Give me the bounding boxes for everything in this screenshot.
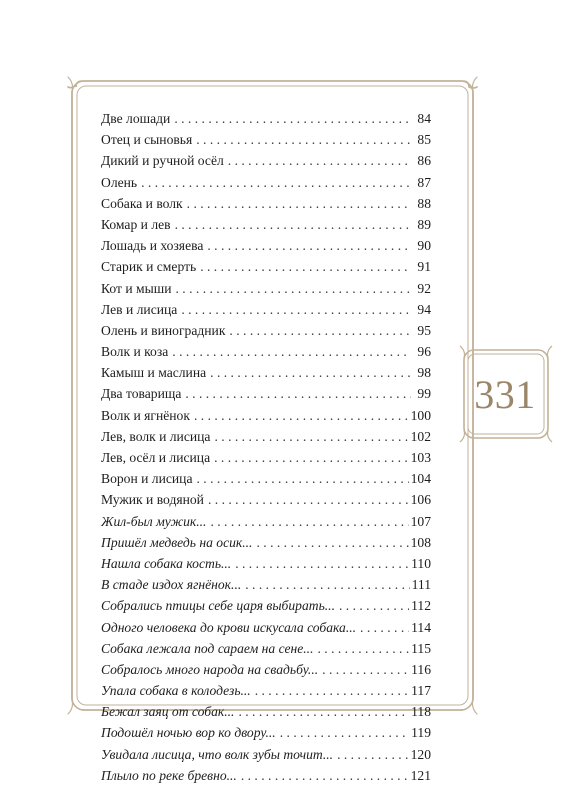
toc-entry-title: Камыш и маслина (101, 365, 207, 381)
toc-entry (101, 426, 431, 447)
toc-entry-title: Лев, осёл и лисица (101, 450, 211, 465)
toc-leader-dots (187, 193, 411, 214)
toc-leader-dots (339, 595, 409, 616)
toc-entry-page: 116 (411, 661, 431, 677)
toc-leader-dots (175, 214, 411, 235)
toc-entry-title: Ворон и лисица (101, 471, 193, 487)
toc-entry-page: 108 (410, 534, 431, 550)
toc-entry-title: Увидала лисица, что волк зубы точит... (101, 746, 334, 762)
toc-entry-title: Олень (101, 174, 138, 190)
toc-entry-page: 120 (410, 746, 431, 762)
page-number: 331 (474, 371, 536, 417)
toc-entry-title: Упала собака в колодезь... (101, 683, 251, 699)
toc-leader-dots (256, 532, 408, 553)
toc-entry-page: 85 (417, 132, 431, 148)
toc-entry-title: Одного человека до крови искусала собака... (101, 619, 357, 635)
toc-entry (101, 659, 431, 680)
toc-entry-title: Старик и смерть (101, 259, 197, 275)
toc-entry (101, 617, 431, 638)
toc-entry-title: Пришёл медведь на осик... (101, 534, 253, 550)
toc-leader-dots (235, 553, 409, 574)
toc-entry-title: Бежал заяц от собак... (101, 704, 235, 720)
toc-leader-dots (172, 341, 411, 362)
toc-entry-title: Волк и ягнёнок (101, 407, 190, 423)
toc-entry-page: 92 (417, 280, 431, 296)
toc-leader-dots (280, 722, 409, 743)
toc-entry (101, 405, 431, 426)
toc-entry (101, 511, 431, 532)
table-of-contents (101, 108, 431, 786)
toc-entry-page: 111 (411, 577, 431, 593)
toc-entry-title: Нашла собака кость... (101, 555, 232, 571)
toc-leader-dots (241, 765, 409, 786)
toc-entry (101, 638, 431, 659)
toc-leader-dots (360, 617, 409, 638)
toc-entry-page: 107 (410, 513, 431, 529)
toc-entry-page: 106 (410, 492, 431, 508)
toc-entry (101, 722, 431, 743)
toc-entry (101, 278, 431, 299)
toc-leader-dots (196, 468, 408, 489)
toc-entry-page: 118 (411, 704, 431, 720)
toc-leader-dots (214, 447, 409, 468)
toc-entry-page: 89 (417, 216, 431, 232)
toc-entry-title: Лошадь и хозяева (101, 238, 204, 254)
toc-entry-page: 110 (411, 555, 431, 571)
toc-leader-dots (255, 680, 409, 701)
toc-entry-page: 95 (417, 322, 431, 338)
toc-entry-page: 90 (417, 238, 431, 254)
toc-entry-title: В стаде издох ягнёнок... (101, 577, 242, 593)
toc-entry (101, 553, 431, 574)
toc-leader-dots (228, 150, 411, 171)
toc-entry-title: Комар и лев (101, 216, 171, 232)
toc-entry-title: Собрались птицы себе царя выбирать... (101, 598, 335, 614)
toc-entry-page: 104 (410, 471, 431, 487)
toc-entry-page: 86 (417, 153, 431, 169)
toc-entry-page: 114 (411, 619, 431, 635)
toc-leader-dots (207, 235, 411, 256)
toc-entry (101, 129, 431, 150)
toc-entry (101, 235, 431, 256)
toc-entry-page: 96 (417, 344, 431, 360)
toc-entry (101, 383, 431, 404)
toc-leader-dots (238, 701, 409, 722)
toc-entry-title: Жил-был мужик... (101, 513, 207, 529)
toc-leader-dots (196, 129, 411, 150)
toc-entry (101, 172, 431, 193)
toc-entry-title: Две лошади (101, 111, 171, 126)
toc-leader-dots (210, 511, 408, 532)
toc-entry-title: Собака и волк (101, 195, 183, 211)
toc-leader-dots (317, 638, 409, 659)
toc-entry (101, 362, 431, 383)
toc-leader-dots (194, 405, 409, 426)
toc-entry-page: 103 (410, 450, 431, 465)
toc-entry-page: 115 (411, 640, 431, 656)
toc-entry-title: Лев, волк и лисица (101, 428, 211, 444)
toc-entry-title: Олень и виноградник (101, 322, 226, 338)
toc-leader-dots (245, 574, 409, 595)
toc-entry-page: 94 (417, 301, 431, 317)
toc-entry-page: 88 (417, 195, 431, 211)
toc-leader-dots (185, 383, 411, 404)
toc-entry-page: 119 (411, 725, 431, 741)
toc-entry (101, 150, 431, 171)
toc-leader-dots (174, 108, 411, 129)
toc-entry (101, 744, 431, 765)
toc-entry-title: Подошёл ночью вор ко двору... (101, 725, 276, 741)
toc-entry (101, 680, 431, 701)
toc-entry-title: Кот и мыши (101, 280, 172, 296)
toc-entry-title: Мужик и водяной (101, 492, 204, 508)
toc-entry (101, 341, 431, 362)
toc-entry (101, 701, 431, 722)
toc-entry (101, 447, 431, 468)
toc-entry (101, 193, 431, 214)
toc-entry (101, 765, 431, 786)
toc-leader-dots (208, 489, 409, 510)
toc-entry-page: 98 (417, 365, 431, 381)
toc-entry (101, 214, 431, 235)
toc-entry (101, 320, 431, 341)
toc-entry-title: Отец и сыновья (101, 132, 193, 148)
toc-leader-dots (181, 299, 411, 320)
toc-entry-title: Дикий и ручной осёл (101, 153, 224, 169)
toc-leader-dots (200, 256, 411, 277)
toc-entry-page: 112 (411, 598, 431, 614)
toc-entry-page: 100 (410, 407, 431, 423)
toc-entry-title: Лев и лисица (101, 301, 178, 317)
toc-entry-page: 91 (417, 259, 431, 275)
toc-entry-title: Плыло по реке бревно... (101, 767, 237, 783)
toc-leader-dots (322, 659, 409, 680)
toc-leader-dots (337, 744, 409, 765)
toc-entry-page: 84 (417, 111, 431, 126)
toc-entry-page: 99 (417, 386, 431, 402)
toc-entry (101, 574, 431, 595)
toc-leader-dots (214, 426, 408, 447)
toc-entry (101, 532, 431, 553)
toc-entry-page: 87 (417, 174, 431, 190)
toc-entry (101, 468, 431, 489)
toc-leader-dots (210, 362, 411, 383)
toc-entry-page: 121 (410, 767, 431, 783)
toc-entry-title: Собралось много народа на свадьбу... (101, 661, 319, 677)
toc-entry (101, 595, 431, 616)
toc-entry-page: 102 (410, 428, 431, 444)
toc-entry-title: Собака лежала под сараем на сене... (101, 640, 314, 656)
toc-entry (101, 489, 431, 510)
toc-entry-title: Два товарища (101, 386, 182, 402)
toc-entry-title: Волк и коза (101, 344, 169, 360)
toc-leader-dots (176, 278, 412, 299)
toc-leader-dots (141, 172, 411, 193)
toc-leader-dots (229, 320, 411, 341)
toc-entry (101, 299, 431, 320)
toc-entry (101, 256, 431, 277)
toc-entry-page: 117 (411, 683, 431, 699)
toc-entry (101, 108, 431, 129)
